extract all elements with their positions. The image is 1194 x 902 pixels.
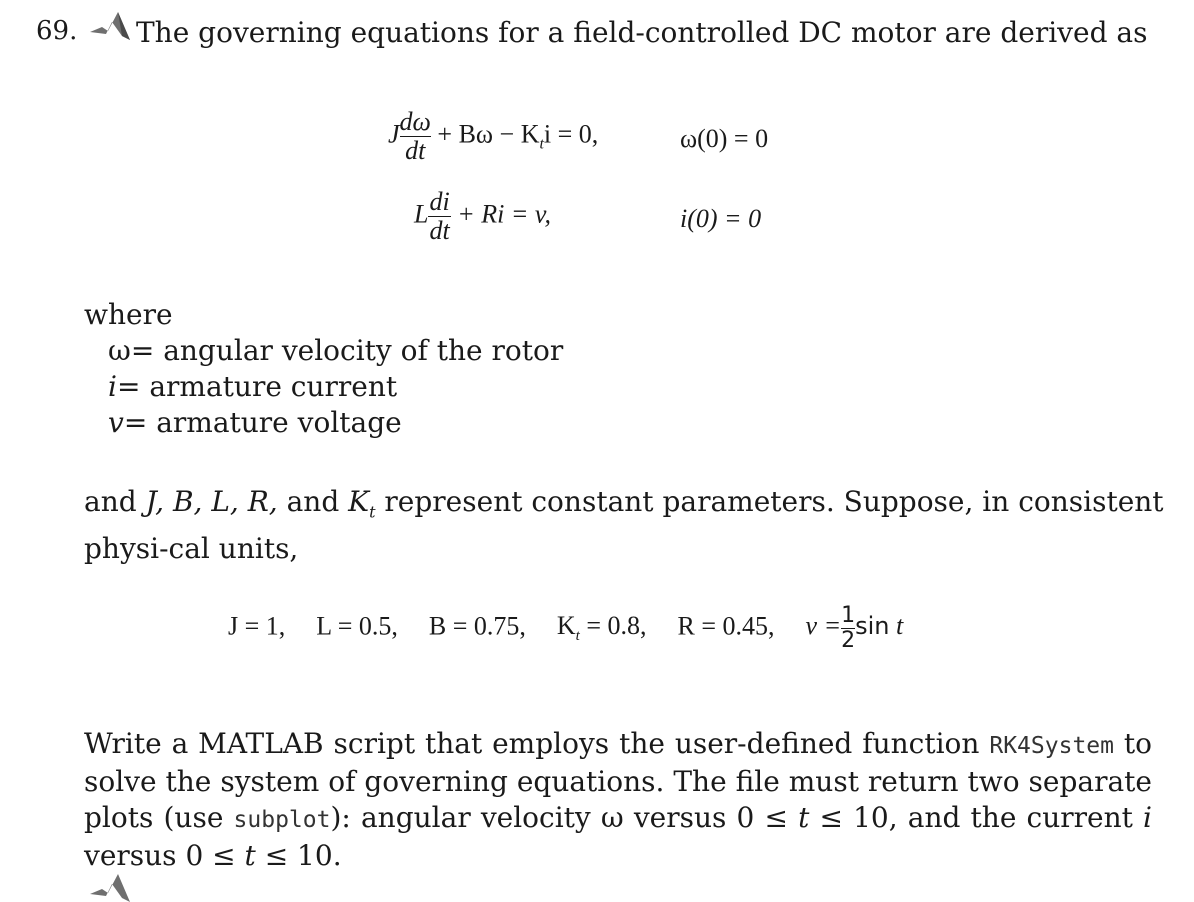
definition-current [108,370,397,403]
text-span: i [1143,801,1152,834]
eq2-coef: L [414,199,429,229]
eq2-frac-den: dt [429,216,450,245]
definition-symbol: i [108,370,117,403]
definition-omega [108,334,563,367]
param-B: B = 0.75, [428,611,526,641]
definition-symbol: ω [108,334,131,367]
text-span: to solve the system of governing equations. The file must return two separate plots (use [84,727,1152,834]
definition-text: = armature current [116,370,398,403]
definition-voltage [108,406,402,439]
eq1-sub: t [539,135,544,153]
code-rk4system: RK4System [989,733,1114,759]
eq1-frac-num: dω [399,107,431,136]
definition-symbol: v [108,406,124,439]
text-span: and [84,485,146,518]
text-span: 1 [841,603,856,628]
eq1-initial-condition: ω(0) = 0 [680,124,769,153]
text-span: versus 0 ≤ [84,839,245,872]
text-span: represent constant parameters. Suppose, in consistent physi-cal units, [84,485,1164,565]
eq1-derivative [400,108,431,165]
eq1-rest: + Bω − K [437,119,540,149]
text-span: ≤ 10, and the current [809,801,1144,834]
param-J: J = 1, [228,611,286,641]
definition-text: = angular velocity of the rotor [130,334,564,367]
text-span: 2 [841,628,856,653]
task-paragraph [84,726,1152,874]
equation-1 [388,108,598,165]
equation-2 [414,188,551,245]
text-span: v = [805,611,842,641]
param-Kt [556,611,647,645]
definition-text: = armature voltage [123,406,402,439]
eq1-rest2: i = 0, [543,119,599,149]
text-span: Write a MATLAB script that employs the user-defined function [84,727,990,760]
text-span: = 0.8, [579,611,647,641]
eq1-frac-den: dt [400,136,431,165]
param-L: L = 0.5, [316,611,398,641]
where-label: where [84,298,173,331]
eq2-rest: + Ri = v, [457,199,552,229]
param-R: R = 0.45, [677,611,775,641]
text-span: ≤ 10. [255,839,342,872]
text-span: t [798,801,810,834]
eq2-derivative [428,188,450,245]
matlab-logo-icon [88,10,132,44]
text-span: t [369,502,376,522]
problem-intro: The governing equations for a field-controlled DC motor are derived as [136,16,1148,49]
code-subplot: subplot [233,807,331,833]
problem-number: 69. [36,16,78,46]
eq1-coef: J [388,119,400,149]
param-v [805,603,904,653]
parameters-sentence [84,484,1164,567]
eq2-frac-num: di [429,187,450,216]
text-span: t [244,839,256,872]
text-span: K [348,485,370,518]
half-fraction [841,604,855,653]
text-span: K [556,611,576,641]
text-span: sin [855,612,890,641]
text-span: J, B, L, R, [145,485,278,518]
text-span: t [896,611,904,641]
text-span: t [575,628,580,645]
parameter-values [228,604,903,653]
text-span: ): angular velocity ω versus 0 ≤ [330,801,799,834]
matlab-logo-icon [88,872,132,902]
text-span: and [277,485,349,518]
eq2-initial-condition: i(0) = 0 [680,204,762,233]
